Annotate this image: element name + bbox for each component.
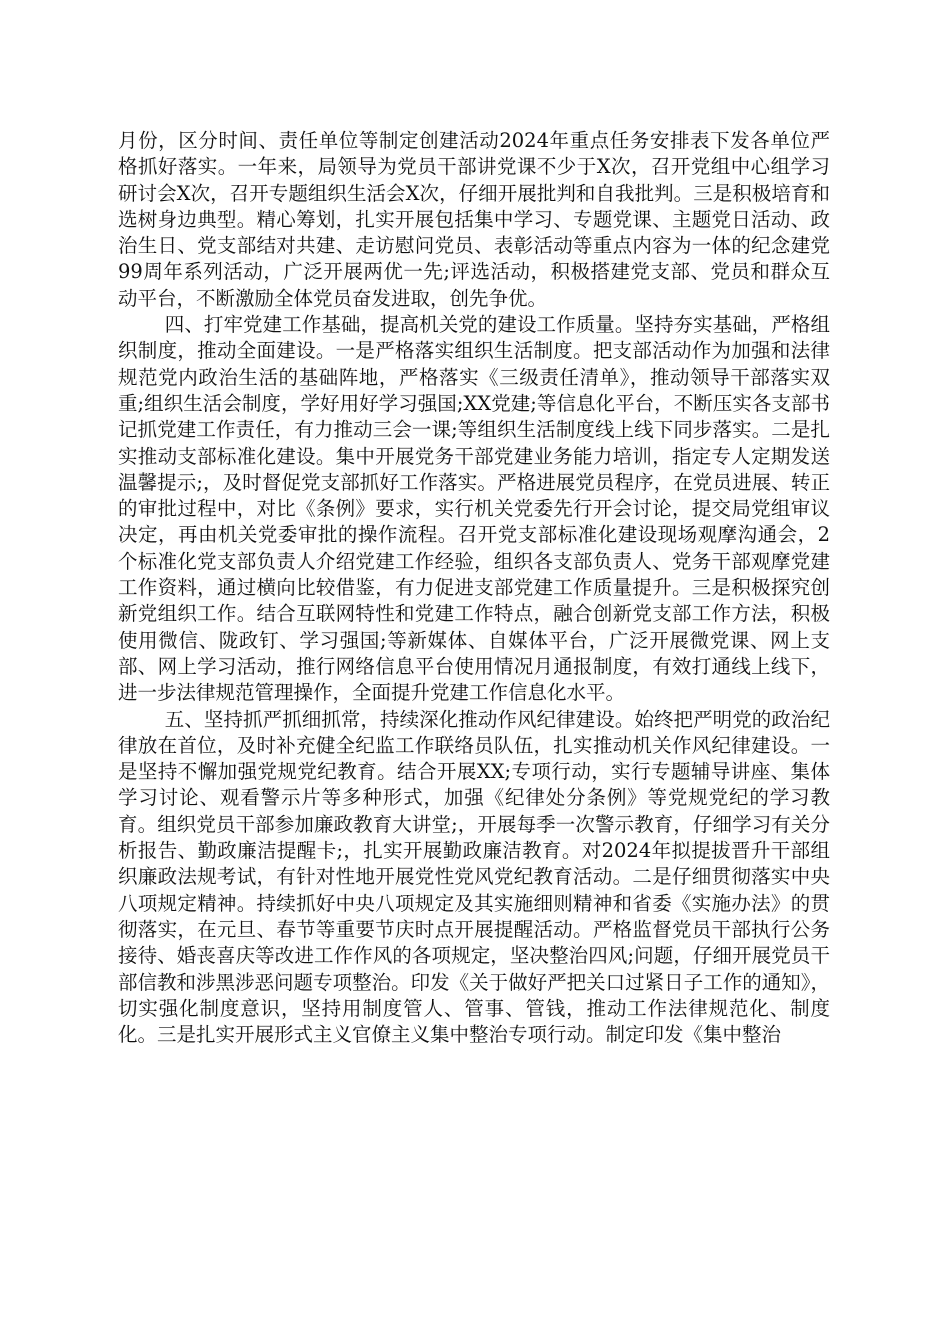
document-body <box>118 128 830 1048</box>
paragraph-2: 四、打牢党建工作基础，提高机关党的建设工作质量。坚持夯实基础，严格组织制度，推动全面建设。一是严格落实组织生活制度。把支部活动作为加强和法律规范党内政治生活的基础阵地，严格落实《三级责任清单》，推动领导干部落实双重;组织生活会制度，学好用好学习强国;XX党建;等信息化平台，不断压实各支部书记抓党建工作责任，有力推动三会一课;等组织生活制度线上线下同步落实。二是扎实推动支部标准化建设。集中开展党务干部党建业务能力培训，指定专人定期发送温馨提示;，及时督促党支部抓好工作落实。严格进展党员程序，在党员进展、转正的审批过程中，对比《条例》要求，实行机关党委先行开会讨论，提交局党组审议决定，再由机关党委审批的操作流程。召开党支部标准化建设现场观摩沟通会，2个标准化党支部负责人介绍党建工作经验，组织各支部负责人、党务干部观摩党建工作资料，通过横向比较借鉴，有力促进支部党建工作质量提升。三是积极探究创新党组织工作。结合互联网特性和党建工作特点，融合创新党支部工作方法，积极使用微信、陇政钉、学习强国;等新媒体、自媒体平台，广泛开展微党课、网上支部、网上学习活动，推行网络信息平台使用情况月通报制度，有效打通线上线下，进一步法律规范管理操作，全面提升党建工作信息化水平。 <box>118 313 830 705</box>
paragraph-1: 月份，区分时间、责任单位等制定创建活动2024年重点任务安排表下发各单位严格抓好落实。一年来，局领导为党员干部讲党课不少于X次，召开党组中心组学习研讨会X次，召开专题组织生活会X次，仔细开展批判和自我批判。三是积极培育和选树身边典型。精心筹划，扎实开展包括集中学习、专题党课、主题党日活动、政治生日、党支部结对共建、走访慰问党员、表彰活动等重点内容为一体的纪念建党99周年系列活动，广泛开展两优一先;评选活动，积极搭建党支部、党员和群众互动平台，不断激励全体党员奋发进取，创先争优。 <box>118 129 830 310</box>
paragraph-3: 五、坚持抓严抓细抓常，持续深化推动作风纪律建设。始终把严明党的政治纪律放在首位，及时补充健全纪监工作联络员队伍，扎实推动机关作风纪律建设。一是坚持不懈加强党规党纪教育。结合开展XX;专项行动，实行专题辅导讲座、集体学习讨论、观看警示片等多种形式，加强《纪律处分条例》等党规党纪的学习教育。组织党员干部参加廉政教育大讲堂;，开展每季一次警示教育，仔细学习有关分析报告、勤政廉洁提醒卡;，扎实开展勤政廉洁教育。对2024年拟提拔晋升干部组织廉政法规考试，有针对性地开展党性党风党纪教育活动。二是仔细贯彻落实中央八项规定精神。持续抓好中央八项规定及其实施细则精神和省委《实施办法》的贯彻落实，在元旦、春节等重要节庆时点开展提醒活动。严格监督党员干部执行公务接待、婚丧喜庆等改进工作作风的各项规定，坚决整治四风;问题，仔细开展党员干部信教和涉黑涉恶问题专项整治。印发《关于做好严把关口过紧日子工作的通知》，切实强化制度意识，坚持用制度管人、管事、管钱，推动工作法律规范化、制度化。三是扎实开展形式主义官僚主义集中整治专项行动。制定印发《集中整治 <box>118 707 830 1047</box>
